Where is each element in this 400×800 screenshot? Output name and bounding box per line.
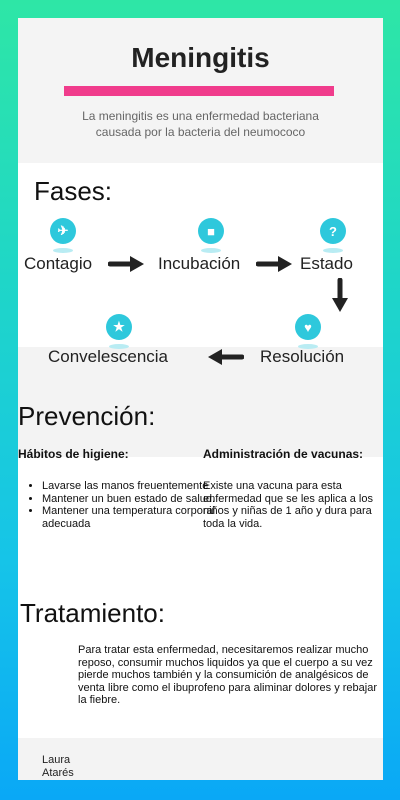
arrow-down-icon (330, 278, 350, 316)
arrow-right-icon (108, 254, 148, 274)
step-incubacion: Incubación (158, 254, 241, 273)
tratamiento-text: Para tratar esta enfermedad, necesitaremos realizar mucho reposo, consumir muchos liquidos ya que el cuerpo a su vez pierde muchos también y la consumición de analgésicos de venta libre como el ibuprofeno para aliminar dolores y rebajar la fiebre. (78, 644, 377, 706)
fases-heading: Fases: (34, 176, 113, 206)
arrow-right-icon (256, 254, 296, 274)
bag-icon: ■ (198, 218, 224, 244)
vacunas-text: Existe una vacuna para esta enfermedad que se les aplica a los niños y niñas de 1 año y dura para toda la vida. (203, 480, 373, 530)
page-subtitle: La meningitis es una enfermedad bacteriana causada por la bacteria del neumococo (82, 109, 319, 139)
habitos-title: Hábitos de higiene: (18, 447, 129, 461)
habitos-list (18, 480, 222, 530)
airplane-icon: ✈ (50, 218, 76, 244)
pin-shadow (323, 248, 343, 253)
arrow-left-icon (204, 347, 244, 367)
list-item: • Mantener un buen estado de salud. (42, 493, 222, 506)
step-resolucion: Resolución (260, 347, 345, 366)
step-estado: Estado (300, 254, 353, 273)
pin-shadow (201, 248, 221, 253)
heart-icon: ♥ (295, 314, 321, 340)
list-item: • Lavarse las manos freuentemente (42, 480, 222, 493)
star-icon: ★ (106, 314, 132, 340)
step-convelescencia: Convelescencia (48, 347, 169, 366)
pin-shadow (53, 248, 73, 253)
step-contagio: Contagio (24, 254, 93, 273)
infographic-page (18, 18, 383, 780)
page-title: Meningitis (131, 42, 270, 73)
list-item: • Mantener una temperatura corporal adecuada (42, 505, 222, 530)
accent-bar (64, 86, 334, 96)
question-icon: ? (320, 218, 346, 244)
prevencion-heading: Prevención: (18, 401, 156, 431)
tratamiento-heading: Tratamiento: (20, 598, 165, 628)
vacunas-title: Administración de vacunas: (203, 447, 364, 461)
author-name: Laura Atarés (42, 754, 74, 779)
